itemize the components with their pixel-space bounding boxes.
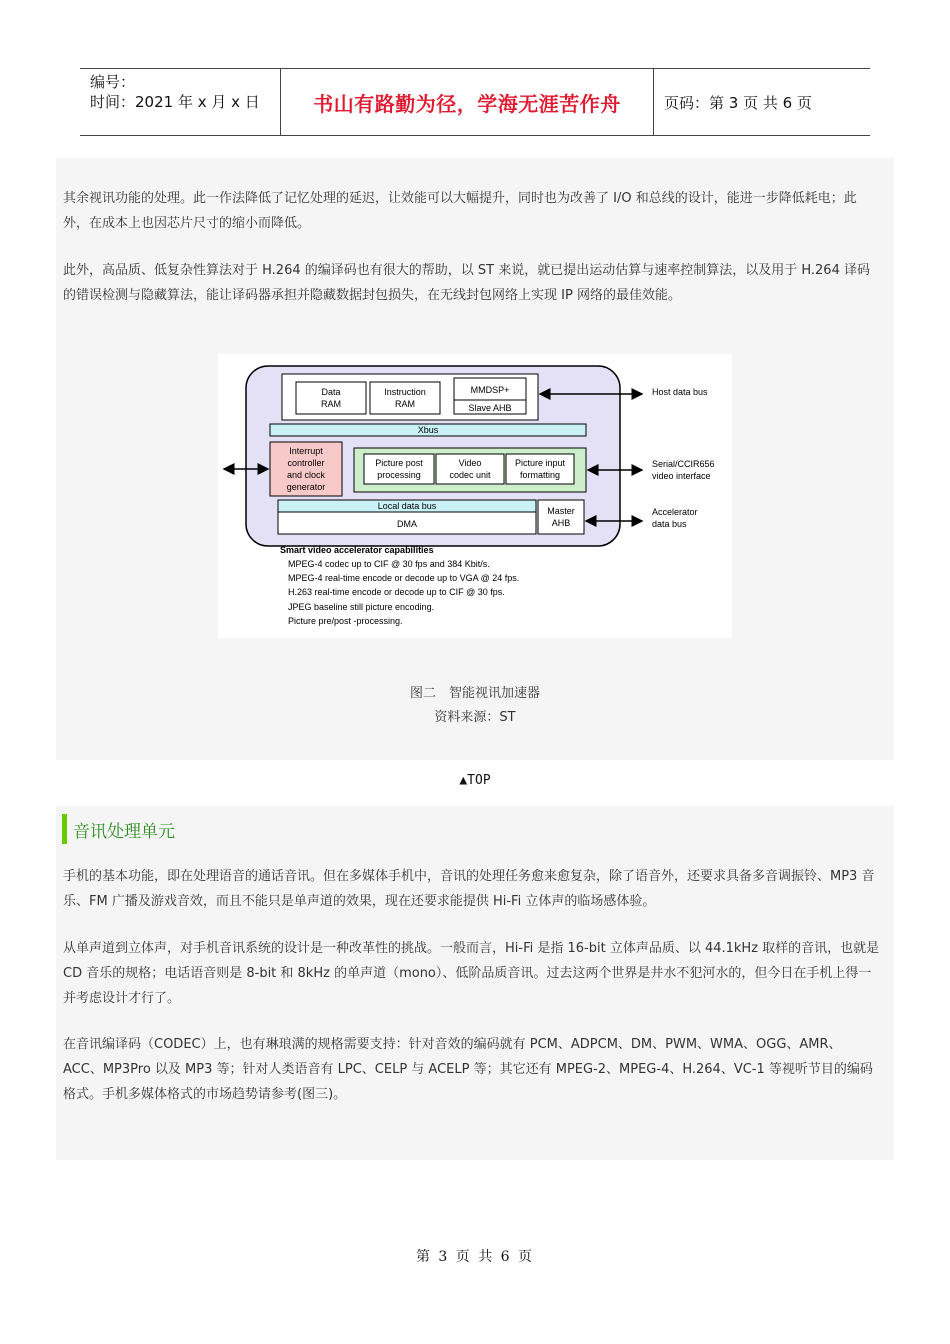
section-heading	[62, 814, 175, 844]
local-bus-label: Local data bus	[377, 501, 437, 511]
content-panel-1	[56, 158, 894, 760]
data-ram-label-2: RAM	[321, 399, 341, 409]
header-page-info: 页码：第 3 页 共 6 页	[664, 93, 812, 112]
picture-input-label-2: formatting	[519, 470, 561, 480]
picture-post-label-1: Picture post	[375, 458, 423, 468]
serial-label-1: Serial/CCIR656	[652, 459, 715, 469]
interrupt-label-3: and clock	[286, 470, 326, 480]
paragraph-2: 此外，高品质、低复杂性算法对于 H.264 的编译码也有很大的帮助，以 ST 来说，就已提出运动估算与速率控制算法，以及用于 H.264 译码的错误检测与隐藏算法，能让译码器承担并隐藏数据封包损失，在无线封包网络上实现 IP 网络的最佳效能。	[63, 263, 870, 303]
master-ahb-label-1: Master	[547, 506, 575, 516]
interrupt-label-1: Interrupt	[289, 446, 323, 456]
picture-input-label-1: Picture input	[514, 458, 566, 468]
interrupt-label-4: generator	[286, 482, 326, 492]
capability-4: JPEG baseline still picture encoding.	[288, 602, 435, 612]
page-footer: 第 3 页 共 6 页	[415, 1249, 535, 1265]
header-time: 时间：2021 年 x 月 x 日	[90, 93, 260, 111]
serial-label-2: video interface	[652, 471, 711, 481]
accel-label-2: data bus	[652, 519, 687, 529]
capabilities-title: Smart video accelerator capabilities	[280, 545, 434, 555]
data-ram-label-1: Data	[321, 387, 341, 397]
paragraph-1: 其余视讯功能的处理。此一作法降低了记忆处理的延迟，让效能可以大幅提升，同时也为改善了 I/O 和总线的设计，能进一步降低耗电；此外，在成本上也因芯片尺寸的缩小而降低。	[63, 191, 857, 231]
back-to-top-link[interactable]: ▲TOP	[459, 773, 491, 788]
host-bus-label: Host data bus	[652, 387, 708, 397]
header-number: 编号：	[90, 73, 136, 91]
video-codec-label-1: Video	[458, 458, 482, 468]
dma-label: DMA	[397, 519, 417, 529]
capability-2: MPEG-4 real-time encode or decode up to VGA @ 24 fps.	[288, 573, 520, 583]
xbus-label: Xbus	[417, 425, 439, 435]
header-meta	[80, 69, 281, 135]
section-bar-icon	[62, 814, 67, 844]
picture-post-label-2: processing	[377, 470, 421, 480]
content-panel-2	[56, 806, 894, 1160]
capability-5: Picture pre/post -processing.	[288, 616, 403, 626]
figure-source: 资料来源：ST	[434, 710, 516, 725]
audio-paragraph-2: 从单声道到立体声，对手机音讯系统的设计是一种改革性的挑战。一般而言，Hi-Fi 是指 16-bit 立体声品质、以 44.1kHz 取样的音讯，也就是 CD 音乐的规格；电话语音则是 8-bit 和 8kHz 的单声道（mono）、低阶品质音讯。过去这两个世界是井水不犯河水的，但今日在手机上得一并考虑设计才行了。	[63, 941, 880, 1006]
mmdsp-label: MMDSP+	[470, 385, 510, 395]
page-header	[80, 68, 870, 136]
accel-label-1: Accelerator	[652, 507, 698, 517]
figure-caption: 图二 智能视讯加速器	[409, 686, 540, 701]
section-title: 音讯处理单元	[73, 821, 175, 842]
block-diagram	[218, 354, 732, 638]
capability-1: MPEG-4 codec up to CIF @ 30 fps and 384 Kbit/s.	[288, 559, 490, 569]
interrupt-label-2: controller	[287, 458, 325, 468]
instruction-ram-label-1: Instruction	[384, 387, 426, 397]
slave-ahb-label: Slave AHB	[468, 403, 512, 413]
video-codec-label-2: codec unit	[449, 470, 491, 480]
master-ahb-label-2: AHB	[551, 518, 571, 528]
capability-3: H.263 real-time encode or decode up to CIF @ 30 fps.	[288, 587, 505, 597]
audio-paragraph-1: 手机的基本功能，即在处理语音的通话音讯。但在多媒体手机中，音讯的处理任务愈来愈复杂，除了语音外，还要求具备多音调振铃、MP3 音乐、FM 广播及游戏音效，而且不能只是单声道的效果，现在还要求能提供 Hi-Fi 立体声的临场感体验。	[63, 869, 875, 909]
figure-accelerator-diagram	[218, 354, 732, 638]
instruction-ram-label-2: RAM	[395, 399, 415, 409]
header-motto: 书山有路勤为径，学海无涯苦作舟	[281, 69, 654, 135]
audio-paragraph-3: 在音讯编译码（CODEC）上，也有琳琅满的规格需要支持：针对音效的编码就有 PCM、ADPCM、DM、PWM、WMA、OGG、AMR、ACC、MP3Pro 以及 MP3 等；针对人类语音有 LPC、CELP 与 ACELP 等；其它还有 MPEG-2、MPEG-4、H.264、VC-1 等视听节目的编码格式。手机多媒体格式的市场趋势请参考(图三)。	[63, 1037, 873, 1102]
